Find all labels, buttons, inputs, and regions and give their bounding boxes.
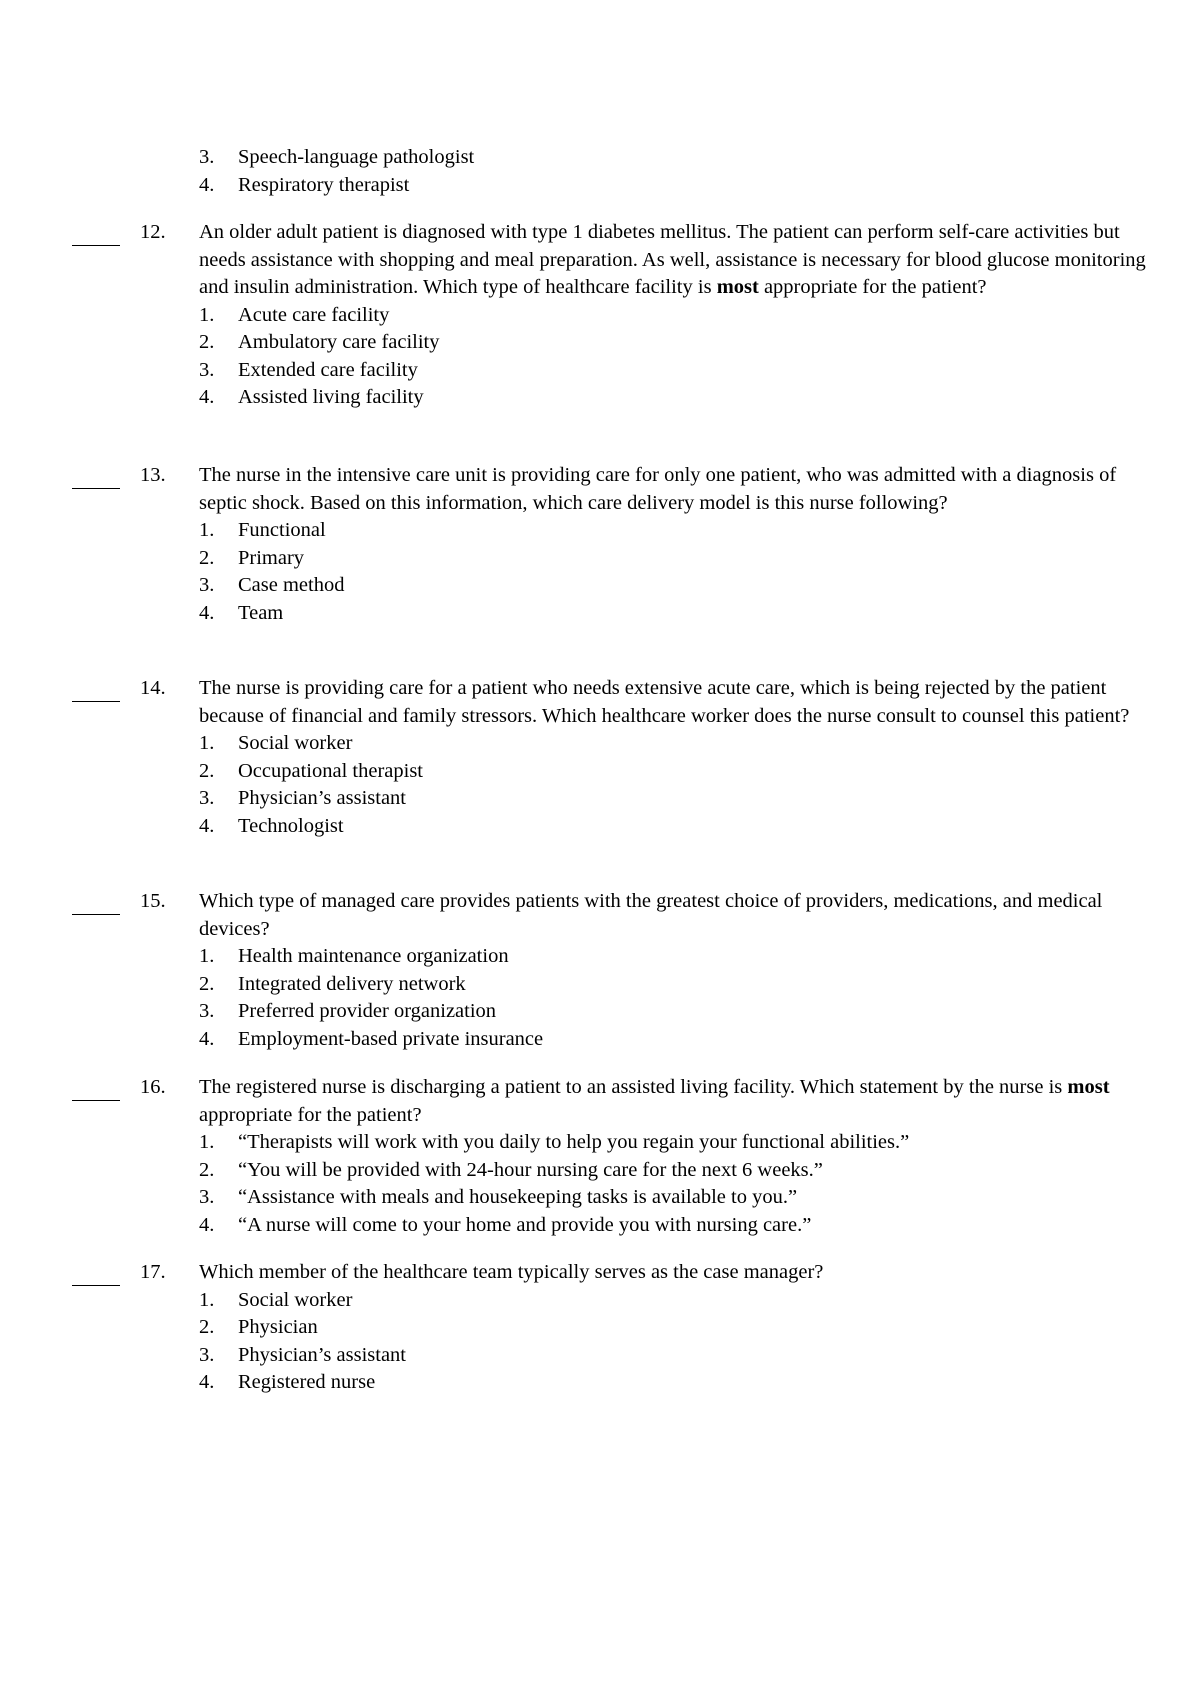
option-item: [0, 517, 1191, 545]
question-stem: [199, 1074, 1159, 1129]
stem-text: appropriate for the patient?: [758, 276, 987, 298]
question-number: 13.: [140, 464, 166, 486]
answer-blank[interactable]: [72, 219, 120, 246]
option-item: [0, 1342, 1191, 1370]
option-text: Extended care facility: [238, 358, 418, 381]
option-item: [0, 998, 1191, 1026]
option-item: [0, 357, 1191, 385]
option-item: [0, 943, 1191, 971]
question-stem: Which type of managed care provides patients with the greatest choice of providers, medications, and medical devices?: [199, 890, 1103, 940]
option-text: Functional: [238, 519, 326, 541]
option-text: Registered nurse: [238, 1371, 376, 1393]
option-number: 4.: [199, 386, 215, 408]
options-list: [0, 302, 1191, 412]
option-item: [0, 144, 1191, 172]
option-number: 1.: [199, 303, 215, 326]
option-number: 4.: [199, 1213, 215, 1236]
option-item: [0, 1314, 1191, 1342]
question-stem: [199, 219, 1159, 302]
option-number: 1.: [199, 1288, 215, 1311]
option-text: Team: [238, 601, 284, 624]
question-stem: The nurse in the intensive care unit is providing care for only one patient, who was admitted with a diagnosis of septic shock. Based on this information, which care delivery model is this nurse following?: [199, 464, 1117, 514]
answer-blank[interactable]: [72, 1074, 120, 1101]
option-text: “Assistance with meals and housekeeping tasks is available to you.”: [238, 1186, 798, 1208]
question-number: 14.: [140, 677, 166, 699]
option-item: [0, 1184, 1191, 1212]
question-number: 16.: [140, 1076, 166, 1098]
option-number: 3.: [199, 787, 215, 809]
option-number: 2.: [199, 331, 215, 353]
option-text: Integrated delivery network: [238, 972, 466, 995]
option-number: 1.: [199, 519, 215, 541]
question-12: [0, 219, 1191, 412]
options-list: [0, 1287, 1191, 1397]
question-stem: Which member of the healthcare team typically serves as the case manager?: [199, 1261, 824, 1283]
option-number: 2.: [199, 759, 215, 782]
options-list: [0, 943, 1191, 1053]
option-item: [0, 1026, 1191, 1054]
option-text: Technologist: [238, 814, 344, 837]
option-number: 1.: [199, 945, 215, 967]
option-text: Occupational therapist: [238, 759, 424, 782]
option-item: [0, 302, 1191, 330]
option-number: 3.: [199, 1343, 215, 1366]
question-17: [0, 1259, 1191, 1397]
option-text: Ambulatory care facility: [238, 331, 440, 353]
option-text: Health maintenance organization: [238, 945, 509, 967]
option-item: [0, 1369, 1191, 1397]
question-15: [0, 888, 1191, 1053]
option-item: [0, 384, 1191, 412]
option-text: Acute care facility: [238, 303, 390, 326]
option-text: Physician: [238, 1316, 318, 1338]
option-item: [0, 971, 1191, 999]
option-number: 4.: [199, 1027, 215, 1050]
option-item: [0, 730, 1191, 758]
question-14: [0, 675, 1191, 840]
option-item: [0, 1287, 1191, 1315]
option-text: Physician’s assistant: [238, 787, 406, 809]
answer-blank[interactable]: [72, 675, 120, 702]
options-list: [0, 517, 1191, 627]
option-number: 4.: [199, 173, 215, 196]
option-number: 3.: [199, 1186, 215, 1208]
option-item: [0, 600, 1191, 628]
answer-blank[interactable]: [72, 888, 120, 915]
option-text: Case method: [238, 574, 345, 596]
options-list: [0, 730, 1191, 840]
question-13: [0, 462, 1191, 627]
option-number: 4.: [199, 814, 215, 837]
option-text: Primary: [238, 546, 305, 569]
option-number: 2.: [199, 972, 215, 995]
option-text: Social worker: [238, 732, 353, 754]
stem-text: appropriate for the patient?: [199, 1103, 422, 1126]
option-item: [0, 813, 1191, 841]
option-text: Assisted living facility: [238, 386, 424, 408]
option-item: [0, 1212, 1191, 1240]
question-number: 15.: [140, 890, 166, 912]
option-item: [0, 758, 1191, 786]
option-item: [0, 785, 1191, 813]
options-list: [0, 1129, 1191, 1239]
answer-blank[interactable]: [72, 1259, 120, 1286]
option-number: 4.: [199, 601, 215, 624]
option-item: [0, 172, 1191, 200]
option-text: “You will be provided with 24-hour nursing care for the next 6 weeks.”: [238, 1158, 823, 1181]
option-text: Speech-language pathologist: [238, 146, 475, 168]
option-item: [0, 329, 1191, 357]
option-item: [0, 1129, 1191, 1157]
option-number: 3.: [199, 146, 215, 168]
option-number: 3.: [199, 1000, 215, 1022]
question-stem: The nurse is providing care for a patient who needs extensive acute care, which is being rejected by the patient because of financial and family stressors. Which healthcare worker does the nurse consult to counsel this patient?: [199, 677, 1130, 727]
option-number: 3.: [199, 574, 215, 596]
option-text: Social worker: [238, 1288, 353, 1311]
option-number: 4.: [199, 1371, 215, 1393]
stem-emphasis: most: [716, 276, 759, 298]
option-text: Employment-based private insurance: [238, 1027, 544, 1050]
option-text: Respiratory therapist: [238, 173, 410, 196]
option-text: “Therapists will work with you daily to help you regain your functional abilities.”: [238, 1131, 910, 1153]
option-number: 1.: [199, 732, 215, 754]
option-text: “A nurse will come to your home and provide you with nursing care.”: [238, 1213, 812, 1236]
stem-text: The registered nurse is discharging a patient to an assisted living facility. Which statement by the nurse is: [199, 1076, 1068, 1098]
question-number: 17.: [140, 1261, 166, 1283]
option-number: 3.: [199, 358, 215, 381]
stem-text: An older adult patient is diagnosed with type 1 diabetes mellitus. The patient can perform self-care activities but needs assistance with shopping and meal preparation. As well, assistance is necessary for blood glucose monitoring and insulin administration. Which type of healthcare facility is: [199, 221, 1146, 298]
question-number: 12.: [140, 221, 166, 243]
option-item: [0, 1157, 1191, 1185]
option-number: 2.: [199, 546, 215, 569]
question-16: [0, 1074, 1191, 1239]
option-number: 2.: [199, 1158, 215, 1181]
option-number: 2.: [199, 1316, 215, 1338]
option-item: [0, 572, 1191, 600]
option-text: Physician’s assistant: [238, 1343, 406, 1366]
option-item: [0, 545, 1191, 573]
option-text: Preferred provider organization: [238, 1000, 497, 1022]
continued-options-list: [0, 144, 1191, 199]
answer-blank[interactable]: [72, 462, 120, 489]
stem-emphasis: most: [1067, 1076, 1110, 1098]
option-number: 1.: [199, 1131, 215, 1153]
